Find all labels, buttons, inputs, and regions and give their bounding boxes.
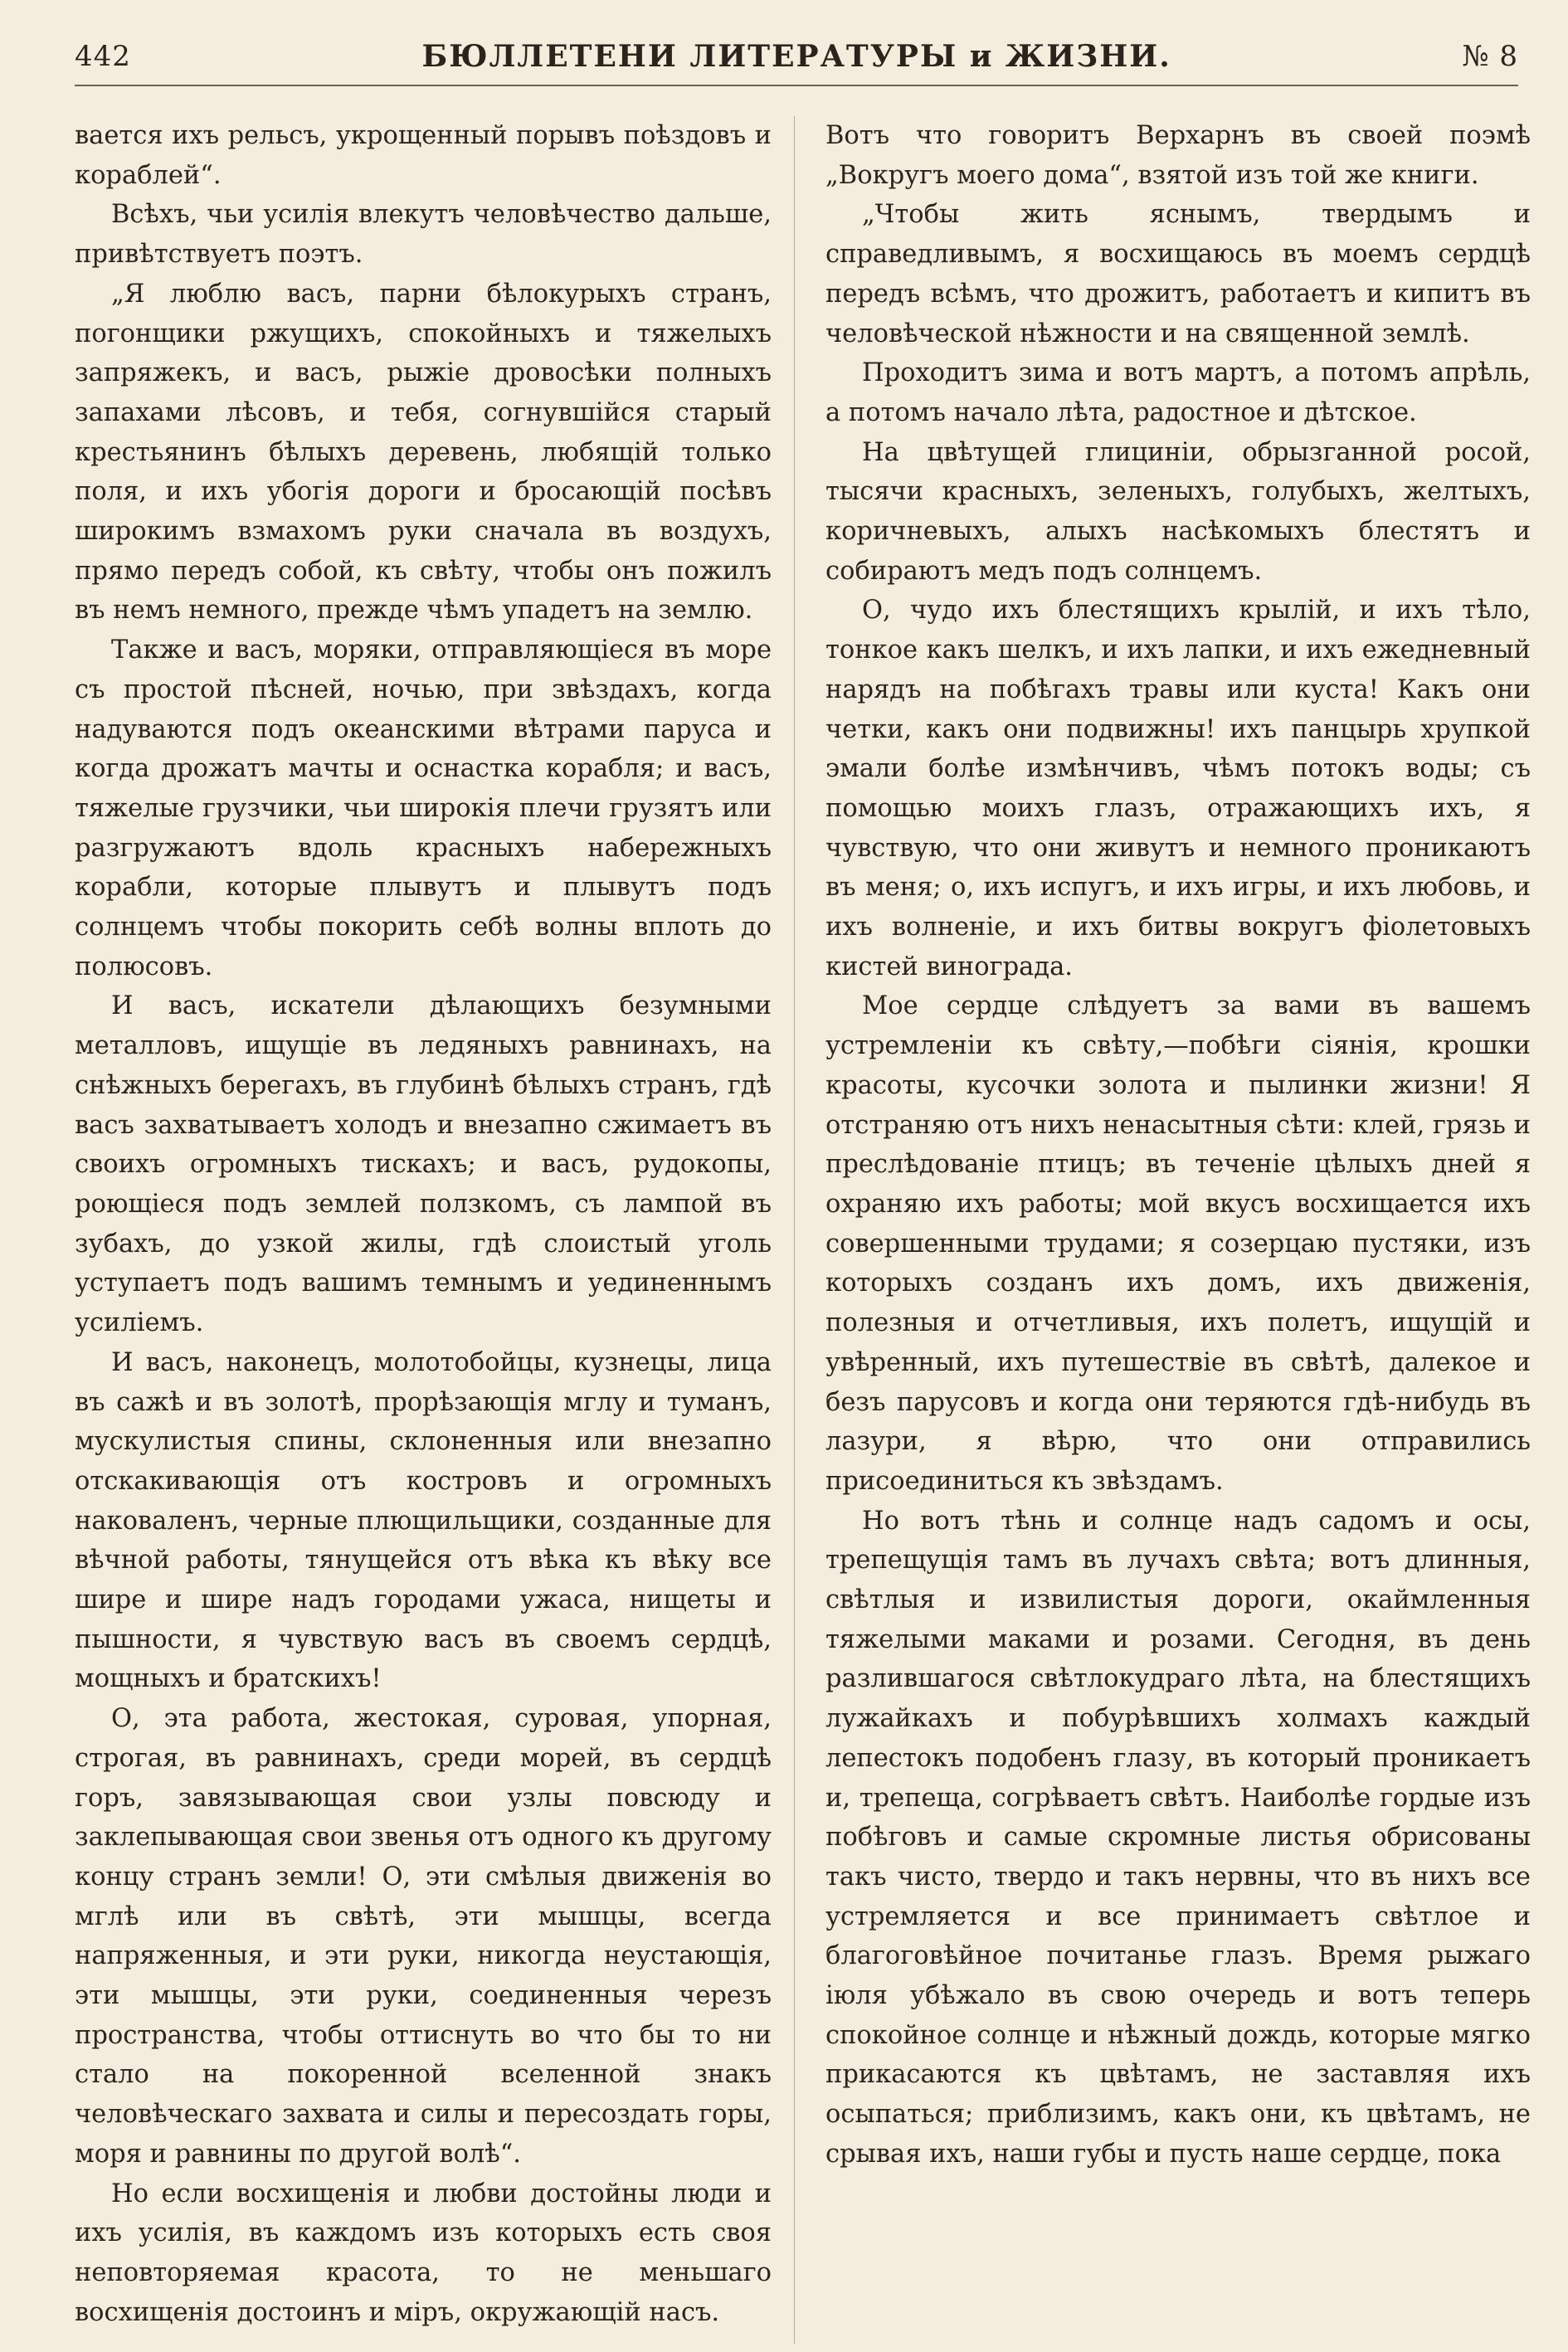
paragraph: Но вотъ тѣнь и солнце надъ садомъ и осы, трепещущія тамъ въ лучахъ свѣта; вотъ длинныя, свѣтлыя и извилистыя дороги, окаймленныя тяжелыми маками и розами. Сегодня, въ день разлившагося свѣтлокудраго лѣта, на блестящихъ лужайкахъ и побурѣвшихъ холмахъ каждый лепестокъ подобенъ глазу, въ который проникаетъ и, трепеща, согрѣваетъ свѣтъ. Наиболѣе гордые изъ побѣговъ и самые скромные листья обрисованы такъ чисто, твердо и такъ нервны, что въ нихъ все устремляется и все принимаетъ свѣтлое и благоговѣйное почитанье глазъ. Время рыжаго іюля убѣжало въ свою очередь и вотъ теперь спокойное солнце и нѣжный дождь, которые мягко прикасаются къ цвѣтамъ, не заставляя ихъ осыпаться; приблизимъ, какъ они, къ цвѣтамъ, не срывая ихъ, наши губы и пусть наше сердце, пока <box>825 1506 1531 2169</box>
paragraph: На цвѣтущей глициніи, обрызганной росой, тысячи красныхъ, зеленыхъ, голубыхъ, желтыхъ, коричневыхъ, алыхъ насѣкомыхъ блестятъ и собираютъ медъ подъ солнцемъ. <box>825 437 1531 586</box>
paragraph: О, чудо ихъ блестящихъ крылій, и ихъ тѣло, тонкое какъ шелкъ, и ихъ лапки, и ихъ ежедневный нарядъ на побѣгахъ травы или куста! Какъ они четки, какъ они подвижны! ихъ панцырь хрупкой эмали болѣе измѣнчивъ, чѣмъ потокъ воды; съ помощью моихъ глазъ, отражающихъ ихъ, я чувствую, что они живутъ и немного проникаютъ въ меня; о, ихъ испугъ, и ихъ игры, и ихъ любовь, и ихъ волненіе, и ихъ битвы вокругъ фіолетовыхъ кистей винограда. <box>825 596 1531 981</box>
paragraph: „Чтобы жить яснымъ, твердымъ и справедливымъ, я восхищаюсь въ моемъ сердцѣ передъ всѣмъ, что дрожитъ, работаетъ и кипитъ въ человѣческой нѣжности и на священной землѣ. <box>825 200 1531 348</box>
header-rule <box>75 85 1518 86</box>
paragraph: И васъ, искатели дѣлающихъ безумными металловъ, ищущіе въ ледяныхъ равнинахъ, на снѣжныхъ берегахъ, въ глубинѣ бѣлыхъ странъ, гдѣ васъ захватываетъ холодъ и внезапно сжимаетъ въ своихъ огромныхъ тискахъ; и васъ, рудокопы, роющіеся подъ землей ползкомъ, съ лампой въ зубахъ, до узкой жилы, гдѣ слоистый уголь уступаетъ подъ вашимъ темнымъ и уединеннымъ усиліемъ. <box>75 991 772 1338</box>
paragraph: И васъ, наконецъ, молотобойцы, кузнецы, лица въ сажѣ и въ золотѣ, прорѣзающія мглу и туманъ, мускулистыя спины, склоненныя или внезапно отскакивающія отъ костровъ и огромныхъ наковаленъ, черные плющильщики, созданные для вѣчной работы, тянущейся отъ вѣка къ вѣку все шире и шире надъ городами ужаса, нищеты и пышности, я чувствую васъ въ своемъ сердцѣ, мощныхъ и братскихъ! <box>75 1347 772 1694</box>
paragraph: Также и васъ, моряки, отправляющіеся въ море съ простой пѣсней, ночью, при звѣздахъ, когда надуваются подъ океанскими вѣтрами паруса и когда дрожатъ мачты и оснастка корабля; и васъ, тяжелые грузчики, чьи широкія плечи грузятъ или разгружаютъ вдоль красныхъ набережныхъ корабли, которые плывутъ и плывутъ подъ солнцемъ чтобы покорить себѣ волны вплоть до полюсовъ. <box>75 635 772 981</box>
paragraph: Всѣхъ, чьи усилія влекутъ человѣчество дальше, привѣтствуетъ поэтъ. <box>75 200 772 270</box>
publication-title: БЮЛЛЕТЕНИ ЛИТЕРАТУРЫ и ЖИЗНИ. <box>421 39 1171 74</box>
paragraph: Но если восхищенія и любви достойны люди и ихъ усилія, въ каждомъ изъ которыхъ есть своя неповторяемая красота, то не меньшаго восхищенія достоинъ и міръ, окружающій насъ. <box>75 2179 772 2327</box>
paragraph: Вотъ что говоритъ Верхарнъ въ своей поэмѣ „Вокругъ моего дома“, взятой изъ той же книги. <box>825 121 1531 190</box>
left-column <box>75 116 772 2332</box>
issue-number: № 8 <box>1462 40 1518 73</box>
paragraph: вается ихъ рельсъ, укрощенный порывъ поѣздовъ и кораблей“. <box>75 121 772 190</box>
paragraph: О, эта работа, жестокая, суровая, упорная, строгая, въ равнинахъ, среди морей, въ сердцѣ горъ, завязывающая свои узлы повсюду и заклепывающая свои звенья отъ одного къ другому концу странъ земли! О, эти смѣлыя движенія во мглѣ или въ свѣтѣ, эти мышцы, всегда напряженныя, и эти руки, никогда неустающія, эти мышцы, эти руки, соединенныя черезъ пространства, чтобы оттиснуть во что бы то ни стало на покоренной вселенной знакъ человѣческаго захвата и силы и пересоздать горы, моря и равнины по другой волѣ“. <box>75 1704 772 2169</box>
paragraph: Проходитъ зима и вотъ мартъ, а потомъ апрѣль, а потомъ начало лѣта, радостное и дѣтское. <box>825 358 1531 427</box>
page-number: 442 <box>75 40 131 73</box>
paragraph: „Я люблю васъ, парни бѣлокурыхъ странъ, погонщики ржущихъ, спокойныхъ и тяжелыхъ запряжекъ, и васъ, рыжіе дровосѣки полныхъ запахами лѣсовъ, и тебя, согнувшійся старый крестьянинъ бѣлыхъ деревень, любящій только поля, и ихъ убогія дороги и бросающій посѣвъ широкимъ взмахомъ руки сначала въ воздухъ, прямо передъ собой, къ свѣту, чтобы онъ пожилъ въ немъ немного, прежде чѣмъ упадетъ на землю. <box>75 279 772 626</box>
column-divider <box>794 116 795 2344</box>
paragraph: Мое сердце слѣдуетъ за вами въ вашемъ устремленіи къ свѣту,—побѣги сіянія, крошки красоты, кусочки золота и пылинки жизни! Я отстраняю отъ нихъ ненасытныя сѣти: клей, грязь и преслѣдованіе птицъ; въ теченіе цѣлыхъ дней я охраняю ихъ работы; мой вкусъ восхищается ихъ совершенными трудами; я созерцаю пустяки, изъ которыхъ созданъ ихъ домъ, ихъ движенія, полезныя и отчетливыя, ихъ полетъ, ищущій и увѣренный, ихъ путешествіе въ свѣтѣ, далекое и безъ парусовъ и когда они теряются гдѣ-нибудь въ лазури, я вѣрю, что они отправились присоединиться къ звѣздамъ. <box>825 991 1531 1496</box>
right-column <box>825 116 1531 2174</box>
page-header <box>75 32 1518 81</box>
